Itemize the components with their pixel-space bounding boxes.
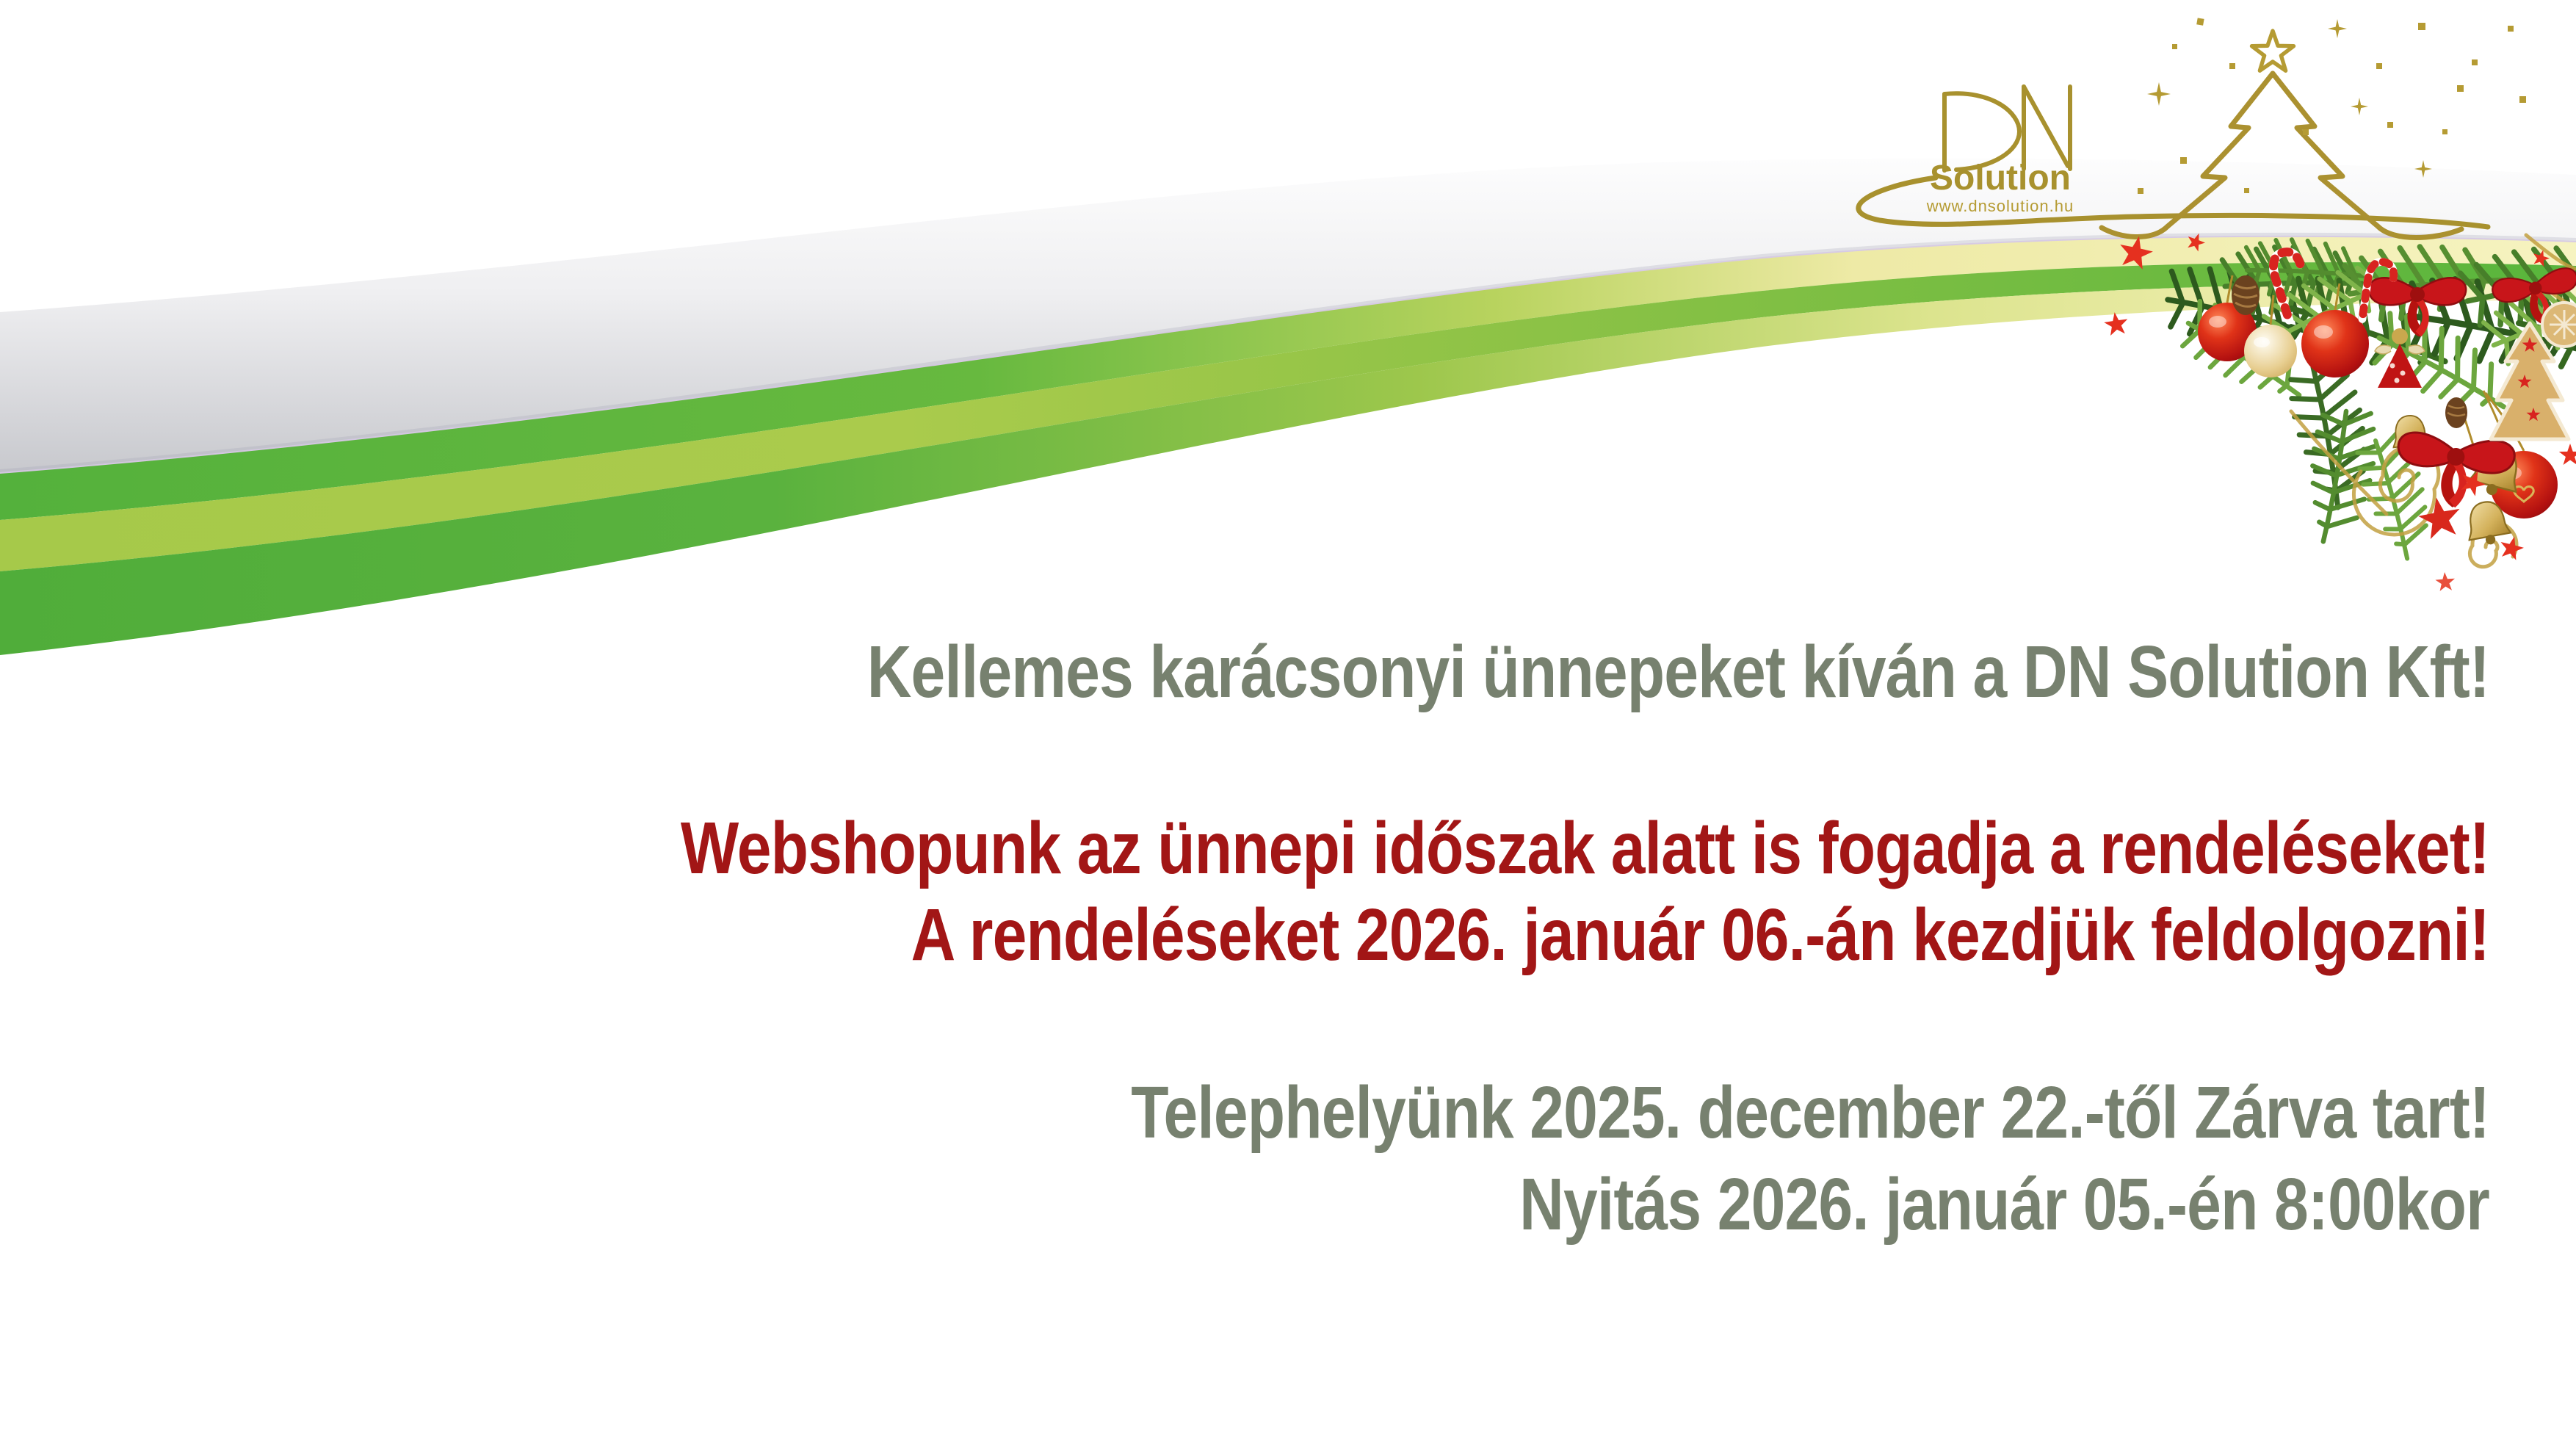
- order-processing-line: A rendeléseket 2026. január 06.-án kezdjük feldolgozni!: [911, 894, 2489, 976]
- logo-website: www.dnsolution.hu: [1926, 197, 2074, 215]
- reopening-line: Nyitás 2026. január 05.-én 8:00kor: [1519, 1163, 2489, 1246]
- dn-monogram-icon: [1944, 87, 2070, 170]
- closure-line: Telephelyünk 2025. december 22.-től Zárva tart!: [1131, 1072, 2489, 1154]
- webshop-open-line: Webshopunk az ünnepi időszak alatt is fogadja a rendeléseket!: [680, 807, 2489, 889]
- greeting-line: Kellemes karácsonyi ünnepeket kíván a DN Solution Kft!: [866, 631, 2489, 713]
- logo-name: Solution: [1930, 159, 2071, 198]
